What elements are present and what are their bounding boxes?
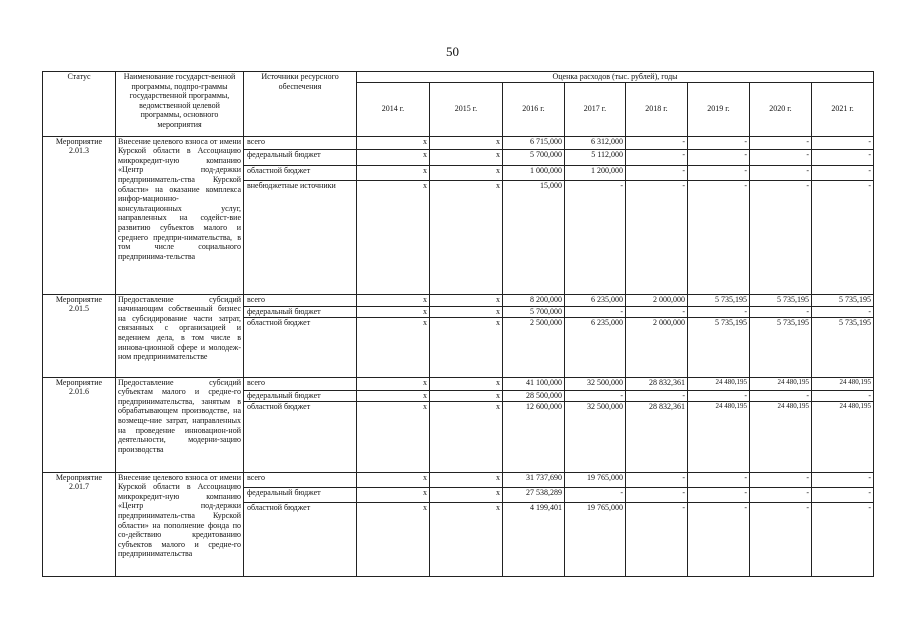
value-cell: 24 480,195: [750, 377, 812, 390]
value-cell: 5 735,195: [750, 294, 812, 306]
value-cell: 2 000,000: [626, 294, 688, 306]
value-cell: x: [430, 149, 503, 165]
value-cell: -: [750, 306, 812, 317]
header-year: 2016 г.: [503, 82, 565, 136]
status-cell: Мероприятие 2.01.3: [43, 136, 116, 294]
funding-source-cell: областной бюджет: [244, 401, 357, 472]
value-cell: x: [430, 180, 503, 294]
value-cell: -: [750, 180, 812, 294]
measure-name-cell: Предоставление субсидий начинающим собственный бизнес на субсидирование части затрат, связанных с организацией и ведением дела, в том числе в иннова-ционной сфере и молодеж-ном предпринимательстве: [116, 294, 244, 377]
value-cell: -: [688, 390, 750, 401]
table-row: [43, 294, 874, 306]
value-cell: 28 832,361: [626, 401, 688, 472]
value-cell: -: [750, 502, 812, 576]
value-cell: 2 000,000: [626, 317, 688, 377]
value-cell: -: [626, 149, 688, 165]
header-year: 2018 г.: [626, 82, 688, 136]
value-cell: -: [812, 136, 874, 149]
header-expense-estimate: Оценка расходов (тыс. рублей), годы: [357, 72, 874, 83]
value-cell: -: [688, 180, 750, 294]
value-cell: -: [626, 165, 688, 180]
funding-source-cell: федеральный бюджет: [244, 487, 357, 502]
value-cell: 6 715,000: [503, 136, 565, 149]
value-cell: -: [812, 165, 874, 180]
value-cell: x: [357, 306, 430, 317]
value-cell: 24 480,195: [812, 377, 874, 390]
status-cell: Мероприятие 2.01.7: [43, 472, 116, 576]
value-cell: x: [357, 502, 430, 576]
value-cell: 5 112,000: [565, 149, 626, 165]
measure-name-cell: Внесение целевого взноса от имени Курской области в Ассоциацию микрокредит-ную компанию «Центр под-держки предприниматель-ства Курской области» на пополнение фонда по со-действию кредитованию субъектов малого и средне-го предпринимательства: [116, 472, 244, 576]
value-cell: -: [626, 472, 688, 487]
value-cell: -: [626, 390, 688, 401]
table-row: [43, 472, 874, 487]
measure-name-cell: Внесение целевого взноса от имени Курской области в Ассоциацию микрокредит-ную компанию «Центр под-держки предприниматель-ства Курской области» на оказание комплекса инфор-мационно-консультационных услуг, направленных на содейст-вие развитию субъектов малого и среднего предпри-нимательства, в том числе социального предпринима-тельства: [116, 136, 244, 294]
value-cell: 32 500,000: [565, 377, 626, 390]
value-cell: -: [626, 306, 688, 317]
value-cell: -: [750, 472, 812, 487]
value-cell: -: [688, 502, 750, 576]
value-cell: -: [688, 487, 750, 502]
funding-source-cell: всего: [244, 377, 357, 390]
value-cell: -: [750, 487, 812, 502]
value-cell: -: [812, 487, 874, 502]
table-row: [43, 377, 874, 390]
value-cell: x: [430, 390, 503, 401]
header-program-name: Наименование государст-венной программы, подпро-граммы государственной программы, ведомственной целевой программы, основного мероприятия: [116, 72, 244, 137]
value-cell: -: [688, 165, 750, 180]
header-funding-sources: Источники ресурсного обеспечения: [244, 72, 357, 137]
value-cell: -: [812, 502, 874, 576]
value-cell: 15,000: [503, 180, 565, 294]
value-cell: -: [688, 136, 750, 149]
value-cell: 4 199,401: [503, 502, 565, 576]
funding-source-cell: областной бюджет: [244, 502, 357, 576]
value-cell: x: [357, 317, 430, 377]
value-cell: -: [565, 306, 626, 317]
value-cell: -: [750, 136, 812, 149]
value-cell: x: [357, 472, 430, 487]
value-cell: -: [688, 472, 750, 487]
value-cell: x: [430, 487, 503, 502]
value-cell: 5 735,195: [688, 294, 750, 306]
value-cell: x: [430, 294, 503, 306]
header-year: 2021 г.: [812, 82, 874, 136]
value-cell: 5 700,000: [503, 306, 565, 317]
funding-source-cell: всего: [244, 294, 357, 306]
value-cell: -: [565, 180, 626, 294]
funding-source-cell: областной бюджет: [244, 165, 357, 180]
value-cell: 28 832,361: [626, 377, 688, 390]
funding-source-cell: всего: [244, 136, 357, 149]
value-cell: 5 735,195: [812, 294, 874, 306]
value-cell: 19 765,000: [565, 472, 626, 487]
value-cell: 5 735,195: [688, 317, 750, 377]
value-cell: -: [750, 149, 812, 165]
value-cell: x: [430, 502, 503, 576]
value-cell: -: [626, 502, 688, 576]
value-cell: x: [357, 136, 430, 149]
funding-source-cell: внебюджетные источники: [244, 180, 357, 294]
value-cell: -: [688, 306, 750, 317]
value-cell: x: [430, 317, 503, 377]
header-year: 2017 г.: [565, 82, 626, 136]
value-cell: 28 500,000: [503, 390, 565, 401]
value-cell: -: [812, 149, 874, 165]
value-cell: 1 200,000: [565, 165, 626, 180]
value-cell: x: [357, 487, 430, 502]
value-cell: 12 600,000: [503, 401, 565, 472]
value-cell: x: [430, 377, 503, 390]
value-cell: -: [812, 180, 874, 294]
funding-source-cell: федеральный бюджет: [244, 306, 357, 317]
value-cell: 5 735,195: [750, 317, 812, 377]
value-cell: x: [357, 149, 430, 165]
budget-table: [42, 71, 874, 577]
value-cell: 19 765,000: [565, 502, 626, 576]
measure-name-cell: Предоставление субсидий субъектам малого и средне-го предпринимательства, занятым в обрабатывающем производстве, на возмеще-ние затрат, направленных на проведение инновацион-ной деятельности, модерни-зацию производства: [116, 377, 244, 472]
funding-source-cell: областной бюджет: [244, 317, 357, 377]
value-cell: x: [357, 390, 430, 401]
value-cell: -: [812, 390, 874, 401]
value-cell: 6 235,000: [565, 317, 626, 377]
header-year: 2019 г.: [688, 82, 750, 136]
value-cell: x: [357, 165, 430, 180]
value-cell: -: [565, 487, 626, 502]
status-cell: Мероприятие 2.01.5: [43, 294, 116, 377]
value-cell: 6 312,000: [565, 136, 626, 149]
value-cell: x: [430, 165, 503, 180]
table-row: [43, 136, 874, 149]
value-cell: x: [430, 136, 503, 149]
value-cell: -: [626, 136, 688, 149]
value-cell: x: [357, 294, 430, 306]
value-cell: 27 538,289: [503, 487, 565, 502]
funding-source-cell: всего: [244, 472, 357, 487]
value-cell: x: [357, 377, 430, 390]
value-cell: 2 500,000: [503, 317, 565, 377]
value-cell: 24 480,195: [750, 401, 812, 472]
value-cell: x: [357, 180, 430, 294]
value-cell: -: [812, 472, 874, 487]
header-year: 2015 г.: [430, 82, 503, 136]
value-cell: 24 480,195: [688, 401, 750, 472]
value-cell: 8 200,000: [503, 294, 565, 306]
value-cell: 31 737,690: [503, 472, 565, 487]
value-cell: x: [430, 401, 503, 472]
value-cell: 5 735,195: [812, 317, 874, 377]
value-cell: x: [357, 401, 430, 472]
header-year: 2020 г.: [750, 82, 812, 136]
value-cell: -: [750, 165, 812, 180]
value-cell: 6 235,000: [565, 294, 626, 306]
value-cell: -: [688, 149, 750, 165]
value-cell: x: [430, 306, 503, 317]
value-cell: 24 480,195: [812, 401, 874, 472]
funding-source-cell: федеральный бюджет: [244, 149, 357, 165]
value-cell: 5 700,000: [503, 149, 565, 165]
value-cell: -: [626, 180, 688, 294]
value-cell: -: [565, 390, 626, 401]
value-cell: 32 500,000: [565, 401, 626, 472]
value-cell: -: [750, 390, 812, 401]
value-cell: x: [430, 472, 503, 487]
page-number: 50: [446, 44, 459, 59]
value-cell: 24 480,195: [688, 377, 750, 390]
header-year: 2014 г.: [357, 82, 430, 136]
value-cell: 1 000,000: [503, 165, 565, 180]
funding-source-cell: федеральный бюджет: [244, 390, 357, 401]
value-cell: -: [626, 487, 688, 502]
value-cell: -: [812, 306, 874, 317]
header-status: Статус: [43, 72, 116, 137]
status-cell: Мероприятие 2.01.6: [43, 377, 116, 472]
value-cell: 41 100,000: [503, 377, 565, 390]
